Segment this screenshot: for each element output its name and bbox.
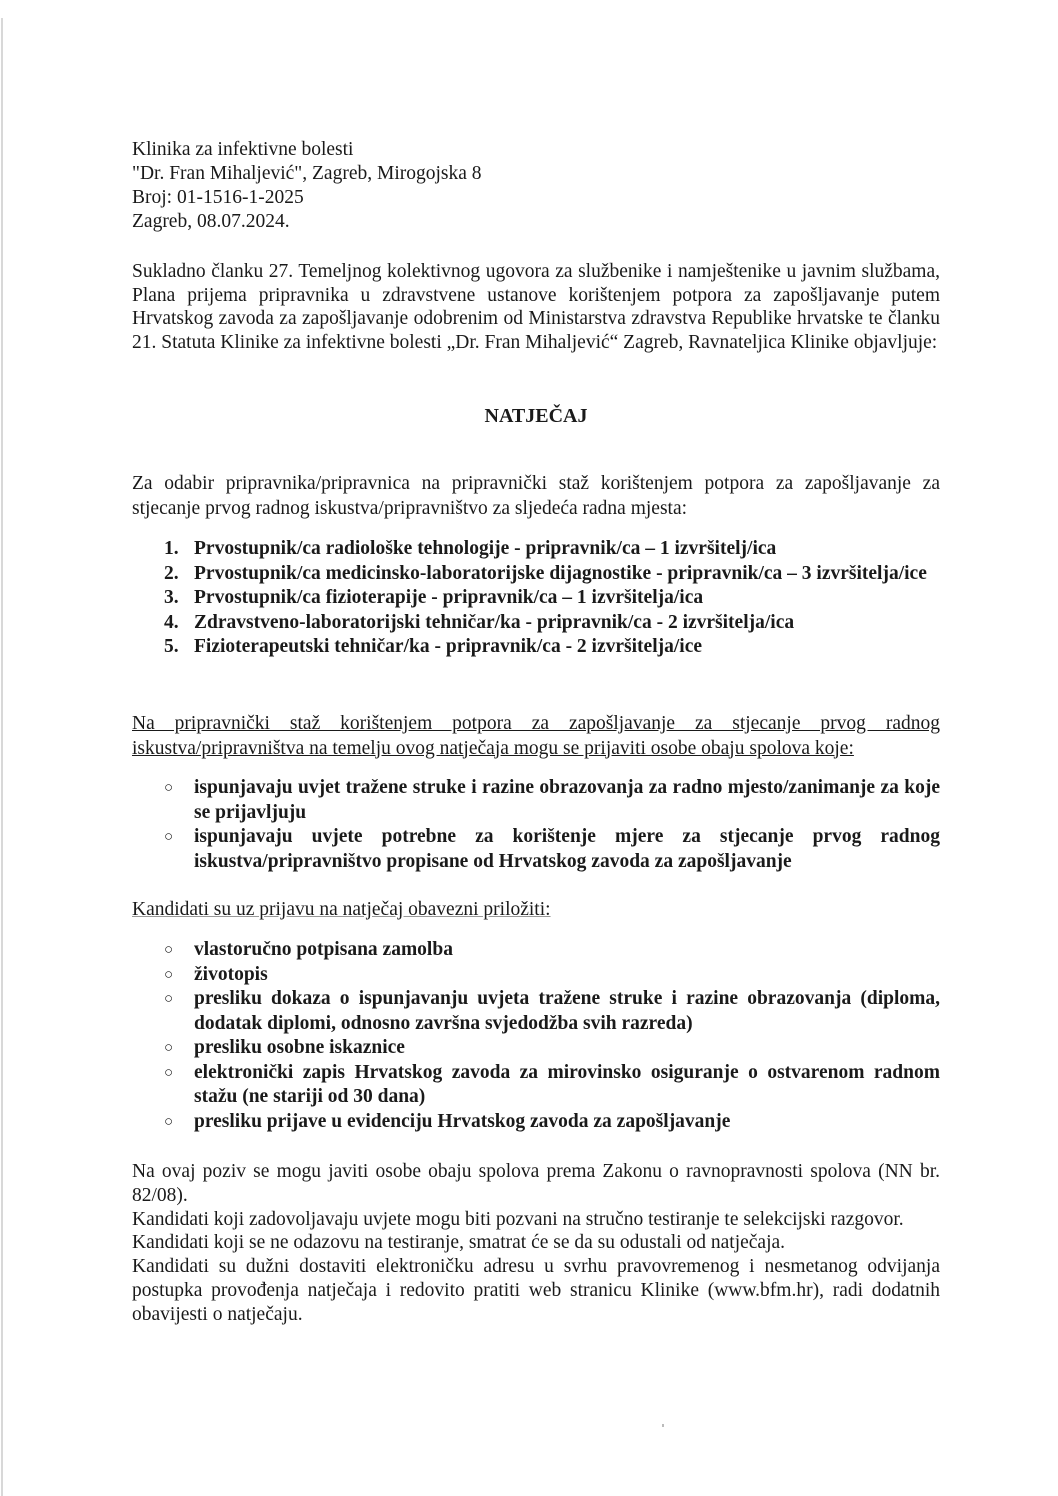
circle-bullet-icon: ○ [164,1113,174,1130]
scan-speck [662,1424,664,1427]
requirement-item: ○ ispunjavaju uvjet tražene struke i razine obrazovanja za radno mjesto/zanimanje za koje se prijavljuju [164,777,940,823]
position-item: 5. Fizioterapeutski tehničar/ka - pripravnik/ca - 2 izvršitelja/ice [164,636,702,657]
intro-paragraph: Sukladno članku 27. Temeljnog kolektivnog ugovora za službenike i namještenike u javnim službama, Plana prijema pripravnika u zdravstvene ustanove korištenjem potpora za zapošljavanje putem Hrvatskog zavoda za zapošljavanje odobrenim od Ministarstva zdravstva Republike hrvatske te članku 21. Statuta Klinike za infektivne bolesti „Dr. Fran Mihaljević“ Zagreb, Ravnateljica Klinike objavljuje: [132,261,940,353]
email-note: Kandidati su dužni dostaviti elektroničku adresu u svrhu pravovremenog i nesmetanog odvijanja postupka provođenja natječaja i redovito pratiti web stranicu Klinike (www.bfm.hr), radi dodatnih obavijesti o natječaju. [132,1256,940,1325]
position-item: 2. Prvostupnik/ca medicinsko-laboratorijske dijagnostike - pripravnik/ca – 3 izvršitelja/ice [164,562,927,584]
position-item: 4. Zdravstveno-laboratorijski tehničar/ka - pripravnik/ca - 2 izvršitelja/ica [164,611,795,633]
eligibility-paragraph: Na pripravnički staž korištenjem potpora za zapošljavanje za stjecanje prvog radnog iskustva/pripravništva na temelju ovog natječaja mogu se prijaviti osobe obaju spolova koje: [132,713,940,759]
circle-bullet-icon: ○ [164,991,174,1007]
document-title: NATJEČAJ [484,405,588,427]
position-item: 1. Prvostupnik/ca radiološke tehnologije - pripravnik/ca – 1 izvršitelj/ica [164,538,777,559]
letterhead [132,138,482,234]
circle-bullet-icon: ○ [164,1040,174,1056]
documents-intro: Kandidati su uz prijavu na natječaj obavezni priložiti: [132,899,551,920]
circle-bullet-icon: ○ [164,966,174,983]
circle-bullet-icon: ○ [164,829,174,845]
circle-bullet-icon: ○ [164,942,174,958]
requirement-item: ○ ispunjavaju uvjete potrebne za korištenje mjere za stjecanje prvog radnog iskustva/pripravništvo propisane od Hrvatskog zavoda za zapošljavanje [164,826,940,872]
document-item: ○ elektronički zapis Hrvatskog zavoda za mirovinsko osiguranje o ostvarenom radnom stažu (ne stariji od 30 dana) [164,1061,940,1107]
requirements-list [132,776,940,874]
withdrawal-note: Kandidati koji se ne odazovu na testiranje, smatrat će se da su odustali od natječaja. [132,1232,786,1254]
equality-note: Na ovaj poziv se mogu javiti osobe obaju spolova prema Zakonu o ravnopravnosti spolova (NN br. 82/08). [132,1161,940,1206]
circle-bullet-icon: ○ [164,1064,174,1081]
purpose-paragraph: Za odabir pripravnika/pripravnica na pripravnički staž korištenjem potpora za zapošljavanje za stjecanje prvog radnog iskustva/pripravništvo za sljedeća radna mjesta: [132,473,940,519]
testing-note: Kandidati koji zadovoljavaju uvjete mogu biti pozvani na stručno testiranje te selekcijski razgovor. [132,1208,904,1230]
position-item: 3. Prvostupnik/ca fizioterapije - pripravnik/ca – 1 izvršitelja/ica [164,587,704,608]
institution-name: Klinika za infektivne bolesti [132,139,354,160]
document-item: ○ vlastoručno potpisana zamolba [194,938,940,963]
reference-number: Broj: 01-1516-1-2025 [132,187,304,208]
document-item: ○ presliku dokaza o ispunjavanju uvjeta tražene struke i razine obrazovanja (diploma, dodatak diplomi, odnosno završna svjedodžba svih razreda) [164,988,940,1034]
institution-address: "Dr. Fran Mihaljević", Zagreb, Mirogojska 8 [132,163,482,184]
documents-list [132,938,940,1134]
scan-edge-line [1,18,3,1496]
place-date: Zagreb, 08.07.2024. [132,211,290,232]
document-item: ○ životopis [194,963,940,988]
positions-list [132,537,940,660]
closing-notes [132,1160,940,1327]
document-item: ○ presliku prijave u evidenciju Hrvatskog zavoda za zapošljavanje [194,1110,940,1135]
circle-bullet-icon: ○ [164,780,174,796]
document-item: ○ presliku osobne iskaznice [194,1036,940,1061]
